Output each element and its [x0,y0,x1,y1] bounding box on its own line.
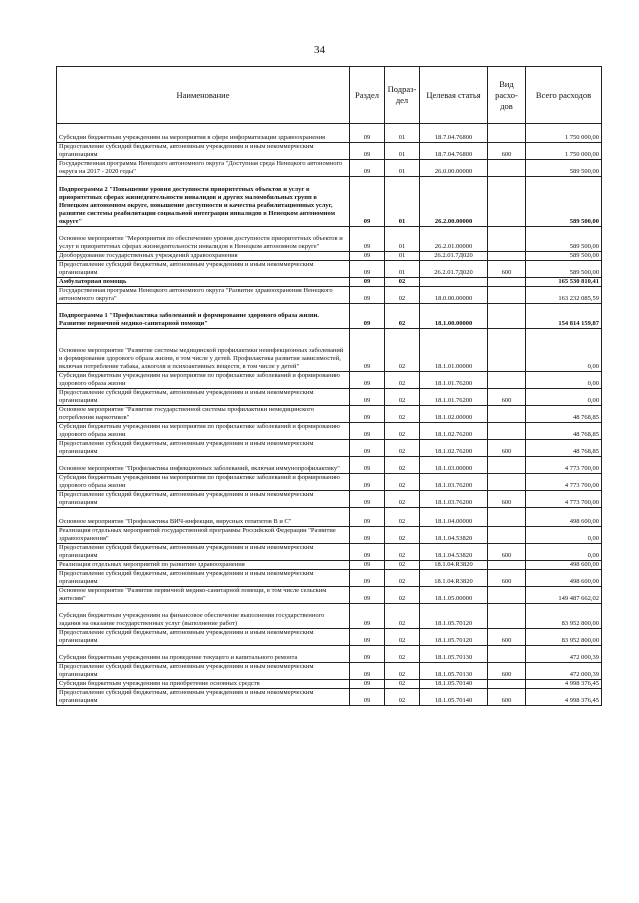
table-cell-subsection: 02 [385,663,420,680]
table-row [57,177,602,227]
table-cell-total: 4 773 700,00 [526,457,602,474]
table-cell-name: Субсидии бюджетным учреждениям на мероприятия в сфере информатизации здравоохранения [57,124,350,143]
table-cell-section: 09 [350,491,385,508]
table-row [57,508,602,527]
table-cell-name: Государственная программа Ненецкого автономного округа "Доступная среда Ненецкого автономного округа на 2017 - 2020 годы" [57,160,350,177]
table-cell-subsection: 02 [385,440,420,457]
table-cell-total: 0,00 [526,389,602,406]
table-cell-subsection: 01 [385,143,420,160]
table-cell-total: 4 773 700,00 [526,474,602,491]
table-cell-section: 09 [350,440,385,457]
table-cell-subsection: 02 [385,587,420,604]
table-cell-total: 472 000,39 [526,663,602,680]
table-cell-name: Основное мероприятие "Развитие системы медицинской профилактики неинфекционных заболеваний и формирования здорового образа жизни, в том числе у детей. Профилактика развития зависимостей, включая потребление табака, алкоголя и психоактивных веществ, в том числе у детей" [57,329,350,372]
table-cell-name: Субсидии бюджетным учреждениям на проведение текущего и капитального ремонта [57,646,350,663]
table-row [57,261,602,278]
table-cell-type: 600 [488,629,526,646]
table-cell-name: Основное мероприятие "Развитие государственной системы профилактики немедицинского потребления наркотиков" [57,406,350,423]
header-name: Наименование [57,67,350,124]
table-cell-type: 600 [488,663,526,680]
table-row [57,252,602,261]
header-type: Вид расхо-дов [488,67,526,124]
table-cell-type [488,278,526,287]
table-cell-section: 09 [350,544,385,561]
table-cell-type: 600 [488,143,526,160]
table-cell-section: 09 [350,261,385,278]
table-cell-target: 18.1.03.76200 [420,474,488,491]
header-total: Всего расходов [526,67,602,124]
table-cell-subsection: 02 [385,680,420,689]
table-cell-section: 09 [350,143,385,160]
table-cell-subsection: 02 [385,278,420,287]
table-cell-section: 09 [350,304,385,329]
table-cell-subsection: 02 [385,389,420,406]
table-cell-total: 83 952 800,00 [526,604,602,629]
table-cell-total: 589 500,00 [526,252,602,261]
table-row [57,629,602,646]
table-cell-subsection: 01 [385,124,420,143]
table-cell-name: Предоставление субсидий бюджетным, автономным учреждениям и иным некоммерческим организациям [57,491,350,508]
table-cell-subsection: 01 [385,261,420,278]
table-cell-name: Реализация отдельных мероприятий по развитию здравоохранения [57,561,350,570]
table-cell-section: 09 [350,527,385,544]
table-cell-section: 09 [350,177,385,227]
table-cell-section: 09 [350,423,385,440]
table-row [57,604,602,629]
table-cell-target: 18.1.03.76200 [420,491,488,508]
table-cell-name: Дооборудование государственных учреждений здравоохранения [57,252,350,261]
table-row [57,423,602,440]
table-row [57,329,602,372]
table-cell-target: 26.2.01.00000 [420,227,488,252]
table-cell-total: 48 768,85 [526,423,602,440]
table-cell-total: 154 814 159,87 [526,304,602,329]
table-cell-target: 18.1.05.70130 [420,663,488,680]
table-cell-section: 09 [350,389,385,406]
table-cell-type: 600 [488,689,526,706]
table-row [57,689,602,706]
table-cell-type [488,561,526,570]
table-cell-subsection: 02 [385,457,420,474]
table-cell-section: 09 [350,587,385,604]
table-cell-target: 26.2.00.00000 [420,177,488,227]
table-cell-total: 498 600,00 [526,508,602,527]
table-row [57,278,602,287]
table-cell-name: Предоставление субсидий бюджетным, автономным учреждениям и иным некоммерческим организациям [57,689,350,706]
table-cell-section: 09 [350,252,385,261]
table-cell-target: 18.1.01.76200 [420,389,488,406]
table-cell-type [488,604,526,629]
table-row [57,406,602,423]
table-cell-target: 26.2.01.7Д020 [420,252,488,261]
table-cell-total: 0,00 [526,544,602,561]
table-cell-type [488,252,526,261]
table-cell-type [488,304,526,329]
page-number: 34 [314,44,325,56]
header-section: Раздел [350,67,385,124]
table-cell-total: 1 750 000,00 [526,124,602,143]
table-cell-name: Субсидии бюджетным учреждениям на мероприятия по профилактике заболеваний и формированию здорового образа жизни [57,474,350,491]
table-cell-total: 4 998 376,45 [526,680,602,689]
table-cell-target: 18.1.05.70120 [420,604,488,629]
table-row [57,561,602,570]
table-cell-section: 09 [350,689,385,706]
table-cell-target: 26.2.01.7Д020 [420,261,488,278]
table-cell-name: Амбулаторная помощь [57,278,350,287]
table-cell-section: 09 [350,278,385,287]
table-cell-subsection: 02 [385,544,420,561]
table-cell-total: 589 500,00 [526,177,602,227]
table-cell-total: 4 998 376,45 [526,689,602,706]
table-row [57,587,602,604]
table-cell-target: 18.1.02.00000 [420,406,488,423]
table-cell-name: Основное мероприятие "Профилактика ВИЧ-инфекции, вирусных гепатитов B и C" [57,508,350,527]
table-row [57,304,602,329]
table-cell-name: Предоставление субсидий бюджетным, автономным учреждениям и иным некоммерческим организациям [57,261,350,278]
table-cell-target: 18.1.05.70140 [420,689,488,706]
table-cell-name: Основное мероприятие "Развитие первичной медико-санитарной помощи, в том числе сельским жителям" [57,587,350,604]
table-cell-subsection: 01 [385,227,420,252]
table-cell-target: 18.1.03.00000 [420,457,488,474]
table-cell-section: 09 [350,570,385,587]
table-cell-total: 0,00 [526,372,602,389]
table-cell-section: 09 [350,406,385,423]
table-cell-type [488,329,526,372]
table-cell-type [488,508,526,527]
table-cell-name: Субсидии бюджетным учреждениям на мероприятия по профилактике заболеваний и формированию здорового образа жизни [57,423,350,440]
table-cell-name: Предоставление субсидий бюджетным, автономным учреждениям и иным некоммерческим организациям [57,663,350,680]
table-cell-name: Подпрограмма 2 "Повышение уровня доступности приоритетных объектов и услуг в приоритетных сферах жизнедеятельности инвалидов и других маломобильных групп в Ненецком автономном округе, повышение доступности и качества реабилитационных услуг, развитие системы реабилитации социальной интеграции инвалидов в Ненецком автономном округе" [57,177,350,227]
table-cell-target: 18.1.02.76200 [420,423,488,440]
table-cell-subsection: 02 [385,527,420,544]
table-row [57,440,602,457]
table-cell-subsection: 02 [385,406,420,423]
table-cell-type [488,457,526,474]
table-cell-name: Предоставление субсидий бюджетным, автономным учреждениям и иным некоммерческим организациям [57,440,350,457]
table-cell-subsection: 02 [385,329,420,372]
table-row [57,680,602,689]
table-cell-target: 18.7.04.76800 [420,143,488,160]
table-cell-type [488,177,526,227]
table-cell-total: 1 750 000,00 [526,143,602,160]
table-cell-type [488,527,526,544]
table-cell-section: 09 [350,474,385,491]
table-cell-section: 09 [350,561,385,570]
table-cell-target: 26.0.00.00000 [420,160,488,177]
table-row [57,457,602,474]
table-cell-type [488,406,526,423]
table-row [57,143,602,160]
table-cell-name: Предоставление субсидий бюджетным, автономным учреждениям и иным некоммерческим организациям [57,544,350,561]
table-row [57,646,602,663]
table-cell-section: 09 [350,604,385,629]
table-cell-target: 18.1.02.76200 [420,440,488,457]
table-cell-target: 18.7.04.76800 [420,124,488,143]
table-cell-total: 4 773 700,00 [526,491,602,508]
table-cell-subsection: 01 [385,252,420,261]
table-cell-type [488,160,526,177]
table-cell-section: 09 [350,646,385,663]
table-cell-total: 589 500,00 [526,160,602,177]
table-cell-total: 165 530 810,41 [526,278,602,287]
table-cell-total: 149 487 662,02 [526,587,602,604]
table-cell-target: 18.1.00.00000 [420,304,488,329]
table-cell-subsection: 02 [385,689,420,706]
table-cell-type: 600 [488,570,526,587]
table-cell-name: Субсидии бюджетным учреждениям на приобретение основных средств [57,680,350,689]
table-cell-name: Подпрограмма 1 "Профилактика заболеваний и формирование здорового образа жизни. Развитие первичной медико-санитарной помощи" [57,304,350,329]
table-cell-target: 18.1.01.00000 [420,329,488,372]
table-cell-subsection: 02 [385,423,420,440]
table-cell-name: Предоставление субсидий бюджетным, автономным учреждениям и иным некоммерческим организациям [57,570,350,587]
table-cell-total: 589 500,00 [526,261,602,278]
table-cell-section: 09 [350,680,385,689]
table-cell-type: 600 [488,440,526,457]
table-row [57,491,602,508]
table-cell-target: 18.1.05.00000 [420,587,488,604]
table-cell-subsection: 02 [385,561,420,570]
table-cell-target: 18.0.00.00000 [420,287,488,304]
table-cell-subsection: 02 [385,474,420,491]
table-cell-section: 09 [350,508,385,527]
table-cell-subsection: 02 [385,287,420,304]
table-cell-target: 18.1.05.70140 [420,680,488,689]
table-cell-section: 09 [350,457,385,474]
table-cell-total: 498 600,00 [526,561,602,570]
table-cell-subsection: 02 [385,508,420,527]
table-cell-total: 163 232 085,59 [526,287,602,304]
table-cell-section: 09 [350,329,385,372]
table-cell-target: 18.1.04.R3820 [420,570,488,587]
table-cell-type [488,680,526,689]
table-cell-name: Основное мероприятие "Профилактика инфекционных заболеваний, включая иммунопрофилактику" [57,457,350,474]
table-cell-subsection: 02 [385,372,420,389]
table-cell-section: 09 [350,124,385,143]
table-row [57,663,602,680]
table-cell-type: 600 [488,491,526,508]
table-cell-subsection: 02 [385,604,420,629]
table-cell-subsection: 02 [385,646,420,663]
table-cell-total: 83 952 800,00 [526,629,602,646]
table-cell-target: 18.1.01.76200 [420,372,488,389]
table-cell-name: Субсидии бюджетным учреждениям на финансовое обеспечение выполнения государственного задания на оказание государственных услуг (выполнение работ) [57,604,350,629]
table-row [57,124,602,143]
table-cell-target: 18.1.04.53820 [420,544,488,561]
table-cell-type [488,423,526,440]
table-row [57,389,602,406]
table-cell-total: 472 000,39 [526,646,602,663]
table-cell-subsection: 02 [385,570,420,587]
table-cell-type [488,124,526,143]
table-cell-name: Предоставление субсидий бюджетным, автономным учреждениям и иным некоммерческим организациям [57,389,350,406]
table-cell-total: 48 768,85 [526,440,602,457]
table-cell-target: 18.1.04.R3820 [420,561,488,570]
table-cell-target: 18.1.04.00000 [420,508,488,527]
table-cell-type [488,287,526,304]
table-cell-target: 18.1.05.70120 [420,629,488,646]
table-cell-type [488,474,526,491]
table-row [57,287,602,304]
table-cell-target [420,278,488,287]
table-cell-name: Предоставление субсидий бюджетным, автономным учреждениям и иным некоммерческим организациям [57,143,350,160]
table-row [57,474,602,491]
table-row [57,544,602,561]
table-cell-subsection: 02 [385,491,420,508]
table-cell-target: 18.1.05.70130 [420,646,488,663]
table-cell-name: Основное мероприятие "Мероприятия по обеспечению уровня доступности приоритетных объектов и услуг в приоритетных сферах жизнедеятельности инвалидов в Ненецком автономном округе" [57,227,350,252]
table-row [57,372,602,389]
table-cell-total: 0,00 [526,527,602,544]
table-cell-target: 18.1.04.53820 [420,527,488,544]
table-cell-subsection: 02 [385,304,420,329]
table-cell-subsection: 01 [385,177,420,227]
table-cell-total: 498 600,00 [526,570,602,587]
table-cell-type: 600 [488,544,526,561]
table-cell-section: 09 [350,663,385,680]
table-row [57,227,602,252]
table-cell-name: Государственная программа Ненецкого автономного округа "Развитие здравоохранения Ненецкого автономного округа" [57,287,350,304]
table-cell-total: 589 500,00 [526,227,602,252]
table-cell-subsection: 01 [385,160,420,177]
table-cell-name: Предоставление субсидий бюджетным, автономным учреждениям и иным некоммерческим организациям [57,629,350,646]
table-row [57,527,602,544]
budget-table [56,66,602,706]
table-cell-name: Реализация отдельных мероприятий государственной программы Российской Федерации "Развитие здравоохранения" [57,527,350,544]
table-cell-type: 600 [488,261,526,278]
table-cell-total: 48 768,85 [526,406,602,423]
table-header-row [57,67,602,124]
table-row [57,570,602,587]
table-cell-section: 09 [350,372,385,389]
table-cell-section: 09 [350,287,385,304]
header-subsection: Подраз-дел [385,67,420,124]
table-cell-name: Субсидии бюджетным учреждениям на мероприятия по профилактике заболеваний и формированию здорового образа жизни [57,372,350,389]
table-cell-section: 09 [350,160,385,177]
table-cell-type [488,372,526,389]
table-cell-type: 600 [488,389,526,406]
table-cell-section: 09 [350,227,385,252]
table-cell-section: 09 [350,629,385,646]
header-target: Целевая статья [420,67,488,124]
table-cell-total: 0,00 [526,329,602,372]
table-row [57,160,602,177]
table-cell-type [488,587,526,604]
table-cell-type [488,646,526,663]
table-cell-type [488,227,526,252]
table-cell-subsection: 02 [385,629,420,646]
